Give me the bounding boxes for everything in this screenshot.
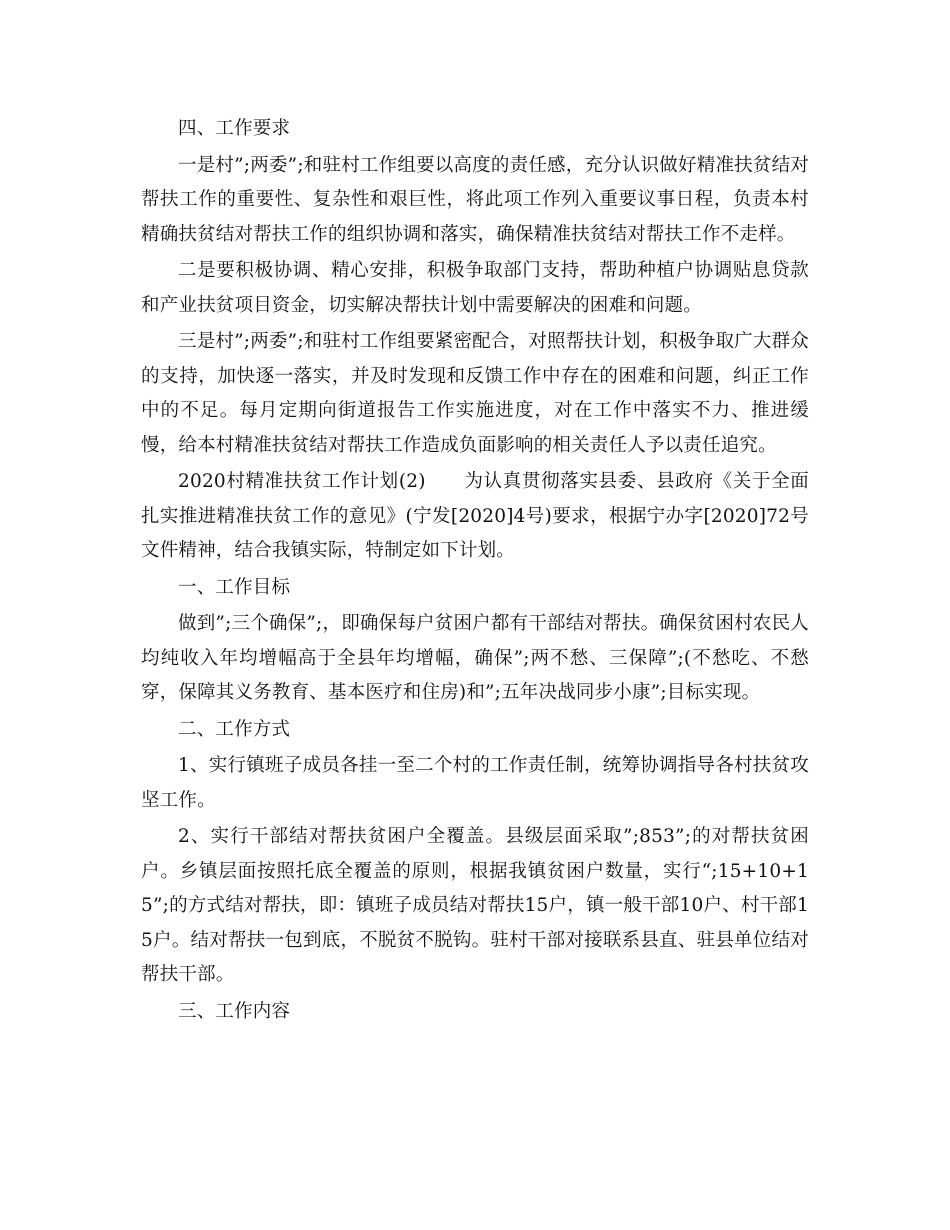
paragraph: 2020村精准扶贫工作计划(2) 为认真贯彻落实县委、县政府《关于全面扎实推进精准扶贫工作的意见》(宁发[2020]4号)要求，根据宁办字[2020]72号文件精神，结合我镇实际，特制定如下计划。 (141, 471, 809, 561)
paragraph: 1、实行镇班子成员各挂一至二个村的工作责任制，统筹协调指导各村扶贫攻坚工作。 (141, 755, 809, 811)
paragraph: 一是村”;两委”;和驻村工作组要以高度的责任感，充分认识做好精准扶贫结对帮扶工作的重要性、复杂性和艰巨性，将此项工作列入重要议事日程，负责本村精确扶贫结对帮扶工作的组织协调和落实，确保精准扶贫结对帮扶工作不走样。 (141, 154, 809, 245)
paragraph: 2、实行干部结对帮扶贫困户全覆盖。县级层面采取”;853”;的对帮扶贫困户。乡镇层面按照托底全覆盖的原则，根据我镇贫困户数量，实行“;15+10+15”;的方式结对帮扶，即：镇班子成员结对帮扶15户，镇一般干部10户、村干部15户。结对帮扶一包到底，不脱贫不脱钩。驻村干部对接联系县直、驻县单位结对帮扶干部。 (141, 826, 809, 985)
paragraph: 二是要积极协调、精心安排，积极争取部门支持，帮助种植户协调贴息贷款和产业扶贫项目资金，切实解决帮扶计划中需要解决的困难和问题。 (141, 260, 809, 316)
paragraph: 三是村”;两委”;和驻村工作组要紧密配合，对照帮扶计划，积极争取广大群众的支持，加快逐一落实，并及时发现和反馈工作中存在的困难和问题，纠正工作中的不足。每月定期向街道报告工作实施进度，对在工作中落实不力、推进缓慢，给本村精准扶贫结对帮扶工作造成负面影响的相关责任人予以责任追究。 (141, 331, 809, 456)
section-heading-work-content: 三、工作内容 (178, 1000, 291, 1022)
section-heading-work-requirements: 四、工作要求 (178, 118, 291, 139)
section-heading-work-goals: 一、工作目标 (178, 576, 291, 598)
section-heading-work-methods: 二、工作方式 (178, 718, 291, 740)
document-body (141, 112, 809, 1031)
paragraph: 做到”;三个确保”;，即确保每户贫困户都有干部结对帮扶。确保贫困村农民人均纯收入年均增幅高于全县年均增幅，确保”;两不愁、三保障”;(不愁吃、不愁穿，保障其义务教育、基本医疗和住房)和”;五年决战同步小康”;目标实现。 (141, 613, 809, 703)
